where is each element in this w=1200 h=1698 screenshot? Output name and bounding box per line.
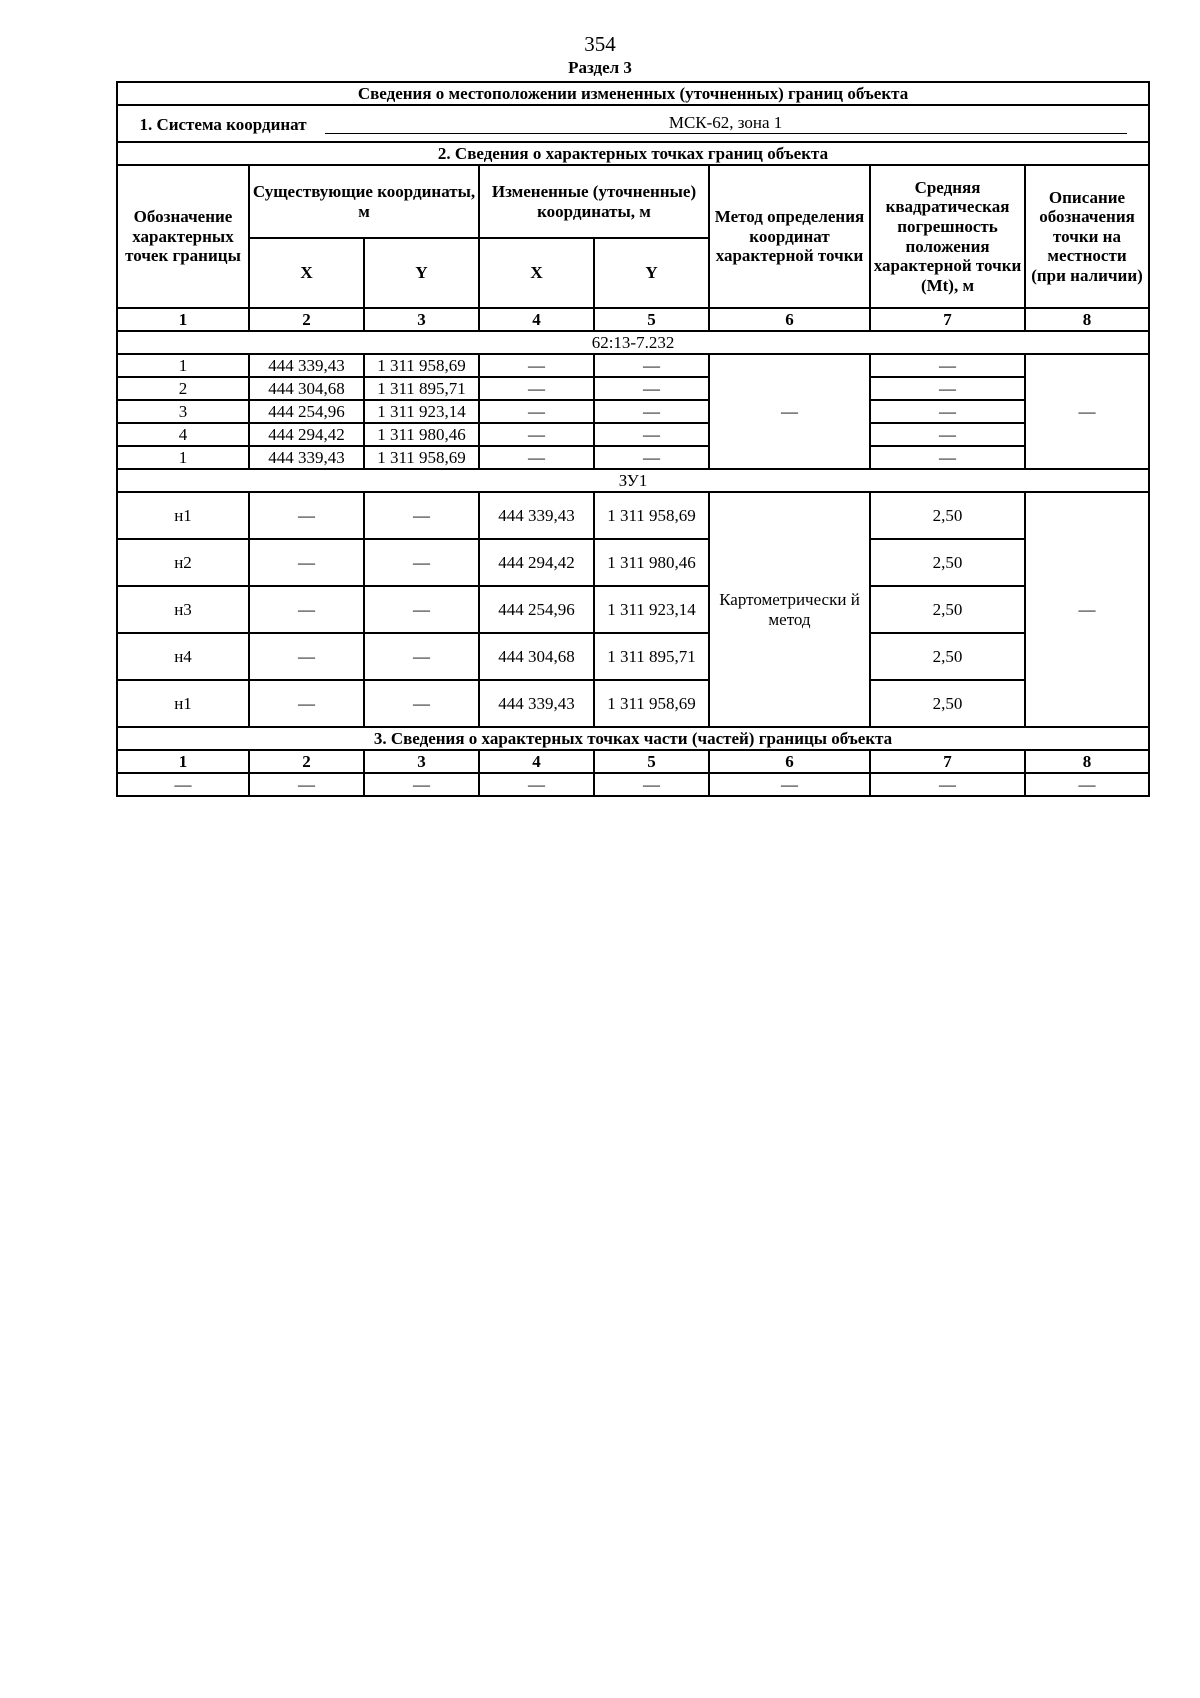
- group1-description-cell: —: [1025, 354, 1149, 469]
- group2-method-cell: Картометрически й метод: [709, 492, 870, 727]
- error-cell: 2,50: [870, 492, 1025, 539]
- column-number: 7: [870, 308, 1025, 331]
- existing-y-cell: —: [364, 633, 479, 680]
- point-cell: н3: [117, 586, 249, 633]
- point-cell: 1: [117, 446, 249, 469]
- subsection3-title: 3. Сведения о характерных точках части (частей) границы объекта: [117, 727, 1149, 750]
- group2-description-cell: —: [1025, 492, 1149, 727]
- table-row: [117, 586, 1149, 633]
- part-cell: —: [364, 773, 479, 796]
- existing-y-cell: 1 311 958,69: [364, 354, 479, 377]
- changed-y-cell: 1 311 958,69: [594, 492, 709, 539]
- table-row: [117, 354, 1149, 377]
- header-changed-y: Y: [594, 238, 709, 308]
- changed-x-cell: —: [479, 354, 594, 377]
- changed-y-cell: 1 311 923,14: [594, 586, 709, 633]
- existing-y-cell: —: [364, 539, 479, 586]
- column-number: 6: [709, 750, 870, 773]
- existing-x-cell: 444 254,96: [249, 400, 364, 423]
- error-cell: 2,50: [870, 633, 1025, 680]
- coord-system-label: 1. Система координат: [139, 114, 307, 134]
- changed-x-cell: 444 339,43: [479, 680, 594, 727]
- column-number: 4: [479, 308, 594, 331]
- existing-y-cell: —: [364, 680, 479, 727]
- changed-x-cell: 444 339,43: [479, 492, 594, 539]
- existing-x-cell: 444 294,42: [249, 423, 364, 446]
- existing-y-cell: —: [364, 492, 479, 539]
- table-row: [117, 492, 1149, 539]
- header-error: Средняя квадратическая погрешность положения характерной точки (Mt), м: [870, 165, 1025, 308]
- changed-x-cell: —: [479, 423, 594, 446]
- point-cell: 2: [117, 377, 249, 400]
- changed-x-cell: —: [479, 400, 594, 423]
- group1-label: 62:13-7.232: [117, 331, 1149, 354]
- table-row: [117, 423, 1149, 446]
- existing-x-cell: 444 339,43: [249, 354, 364, 377]
- changed-x-cell: 444 294,42: [479, 539, 594, 586]
- existing-x-cell: —: [249, 586, 364, 633]
- column-number: 6: [709, 308, 870, 331]
- column-number: 1: [117, 750, 249, 773]
- error-cell: —: [870, 446, 1025, 469]
- header-existing-y: Y: [364, 238, 479, 308]
- existing-x-cell: —: [249, 633, 364, 680]
- table-row: [117, 680, 1149, 727]
- column-numbers-row: [117, 308, 1149, 331]
- column-numbers-row: [117, 750, 1149, 773]
- error-cell: —: [870, 377, 1025, 400]
- page-number: 354: [584, 32, 616, 56]
- column-number: 8: [1025, 750, 1149, 773]
- part-cell: —: [594, 773, 709, 796]
- table-row: [117, 633, 1149, 680]
- changed-x-cell: —: [479, 377, 594, 400]
- changed-y-cell: —: [594, 446, 709, 469]
- column-number: 2: [249, 308, 364, 331]
- existing-y-cell: 1 311 958,69: [364, 446, 479, 469]
- group1-method-cell: —: [709, 354, 870, 469]
- column-number: 7: [870, 750, 1025, 773]
- changed-y-cell: 1 311 895,71: [594, 633, 709, 680]
- existing-x-cell: 444 339,43: [249, 446, 364, 469]
- part-points-row: [117, 773, 1149, 796]
- part-cell: —: [479, 773, 594, 796]
- existing-y-cell: 1 311 895,71: [364, 377, 479, 400]
- coord-system-row: [117, 105, 1149, 142]
- column-number: 5: [594, 308, 709, 331]
- boundary-table: [116, 81, 1150, 797]
- error-cell: —: [870, 354, 1025, 377]
- column-number: 2: [249, 750, 364, 773]
- coord-system-value: МСК-62, зона 1: [325, 113, 1127, 135]
- existing-x-cell: —: [249, 680, 364, 727]
- table-row: [117, 539, 1149, 586]
- changed-y-cell: —: [594, 400, 709, 423]
- column-number: 8: [1025, 308, 1149, 331]
- changed-y-cell: —: [594, 354, 709, 377]
- header-method: Метод определения координат характерной точки: [709, 165, 870, 308]
- error-cell: 2,50: [870, 680, 1025, 727]
- subsection2-title: 2. Сведения о характерных точках границ объекта: [117, 142, 1149, 165]
- error-cell: 2,50: [870, 586, 1025, 633]
- existing-x-cell: —: [249, 539, 364, 586]
- existing-x-cell: —: [249, 492, 364, 539]
- group2-label: ЗУ1: [117, 469, 1149, 492]
- changed-x-cell: 444 254,96: [479, 586, 594, 633]
- existing-y-cell: 1 311 923,14: [364, 400, 479, 423]
- point-cell: н2: [117, 539, 249, 586]
- changed-y-cell: —: [594, 423, 709, 446]
- table-row: [117, 446, 1149, 469]
- error-cell: —: [870, 423, 1025, 446]
- part-cell: —: [870, 773, 1025, 796]
- section-title: Раздел 3: [568, 58, 632, 77]
- part-cell: —: [709, 773, 870, 796]
- header-existing-x: X: [249, 238, 364, 308]
- header-changed-x: X: [479, 238, 594, 308]
- table-row: [117, 377, 1149, 400]
- column-number: 3: [364, 308, 479, 331]
- error-cell: 2,50: [870, 539, 1025, 586]
- changed-x-cell: 444 304,68: [479, 633, 594, 680]
- point-cell: 4: [117, 423, 249, 446]
- part-cell: —: [249, 773, 364, 796]
- changed-y-cell: 1 311 958,69: [594, 680, 709, 727]
- table-title: Сведения о местоположении измененных (уточненных) границ объекта: [117, 82, 1149, 105]
- error-cell: —: [870, 400, 1025, 423]
- header-existing-coords: Существующие координаты, м: [249, 165, 479, 238]
- point-cell: н1: [117, 492, 249, 539]
- column-number: 3: [364, 750, 479, 773]
- changed-x-cell: —: [479, 446, 594, 469]
- point-cell: н1: [117, 680, 249, 727]
- existing-x-cell: 444 304,68: [249, 377, 364, 400]
- header-changed-coords: Измененные (уточненные) координаты, м: [479, 165, 709, 238]
- part-cell: —: [1025, 773, 1149, 796]
- existing-y-cell: 1 311 980,46: [364, 423, 479, 446]
- point-cell: н4: [117, 633, 249, 680]
- changed-y-cell: —: [594, 377, 709, 400]
- changed-y-cell: 1 311 980,46: [594, 539, 709, 586]
- point-cell: 3: [117, 400, 249, 423]
- part-cell: —: [117, 773, 249, 796]
- point-cell: 1: [117, 354, 249, 377]
- table-row: [117, 400, 1149, 423]
- existing-y-cell: —: [364, 586, 479, 633]
- column-number: 4: [479, 750, 594, 773]
- column-number: 1: [117, 308, 249, 331]
- header-description: Описание обозначения точки на местности (при наличии): [1025, 165, 1149, 308]
- column-number: 5: [594, 750, 709, 773]
- header-point-designation: Обозначение характерных точек границы: [117, 165, 249, 308]
